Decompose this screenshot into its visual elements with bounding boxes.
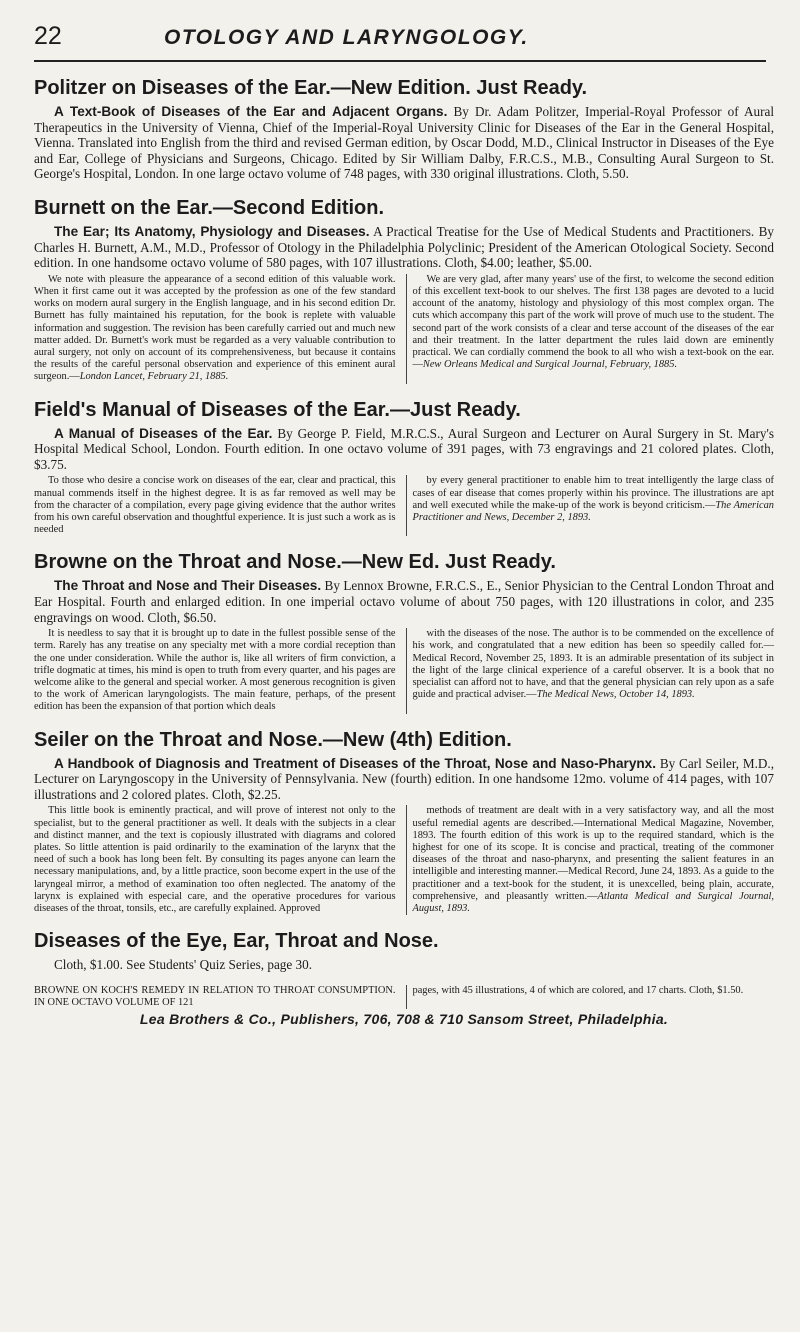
review-text: methods of treatment are dealt with in a very satisfactory way, and all the most useful remedial agents are described.—International Medical Magazine, November, 1893. The fourth edition of this work is up to the required standard, which is the highest for one of its scope. It is concise and practical, treating of the commoner diseases of the throat and naso-pharynx, and presenting the salient features in an intelligible and interesting manner.—Medical Record, June 24, 1893. As a guide to the practitioner and a text-book for the student, it is unexcelled, being plain, accurate, comprehensive, and pleasantly written.— (412, 805, 774, 902)
review-left (34, 274, 396, 384)
entry-title: Burnett on the Ear.—Second Edition. (34, 196, 385, 219)
reviews (34, 274, 774, 384)
entry-description (34, 426, 774, 473)
review-left (34, 805, 396, 915)
entry-title: Politzer on Diseases of the Ear.—New Edition. Just Ready. (34, 77, 588, 99)
review-source: New Orleans Medical and Surgical Journal, February, 1885. (422, 359, 678, 371)
footer-note-right: pages, with 45 illustrations, 4 of which are colored, and 17 charts. Cloth, $1.50. (406, 985, 775, 1009)
running-head (34, 22, 774, 58)
entry-field (34, 398, 774, 537)
review-source: London Lancet, February 21, 1885. (79, 371, 229, 383)
review-right (406, 475, 775, 536)
book-title: A Manual of Diseases of the Ear. (54, 425, 273, 441)
entry-title: Browne on the Throat and Nose.—New Ed. Just Ready. (34, 551, 556, 574)
entry-description (34, 104, 774, 182)
book-details: Cloth, $1.00. See Students' Quiz Series, page 30. (54, 957, 313, 973)
publisher-imprint: Lea Brothers & Co., Publishers, 706, 708 & 710 Sansom Street, Philadelphia. (139, 1011, 669, 1028)
review-right (406, 628, 775, 713)
review-right (406, 805, 775, 915)
footer-note-left: BROWNE ON KOCH'S REMEDY IN RELATION TO THROAT CONSUMPTION. IN ONE OCTAVO VOLUME OF 121 (34, 984, 396, 1008)
review-text: We are very glad, after many years' use of the first, to welcome the second edition of this excellent text-book to our shelves. The first 138 pages are devoted to a lucid account of the anatomy, histology and physiology of this most complex organ. The cuts which accompany this part of the work will prove of much use to the student. The second part of the work consists of a clear and terse account of the diseases of the ear and their treatment. In the latter department the rules laid down are eminently practical. We can cordially commend the book to all who wish a text-book on the ear.— (412, 273, 774, 371)
book-title: The Ear; Its Anatomy, Physiology and Diseases. (54, 223, 370, 239)
footer-note (34, 985, 774, 1009)
entry-seiler (34, 728, 774, 916)
book-details: By Lennox Browne, F.R.C.S., E., Senior Physician to the Central London Throat and Ear Hospital. Fourth and enlarged edition. In one imperial octavo volume of about 750 pages, with 120 illustrations in color, and 235 engravings on wood. Cloth, $6.50. (34, 578, 775, 625)
review-source: Atlanta Medical and Surgical Journal, August, 1893. (412, 890, 774, 914)
review-text: with the diseases of the nose. The author is to be commended on the excellence of his work, and congratulated that a new edition has been so speedily called for.—Medical Record, November 25, 1893. It is an admirable presentation of its subject in the light of the large clinical experience of a careful observer. It is a book that no specialist can afford not to have, and that the general physician can rely upon as a safe guide and practical adviser.— (412, 628, 774, 701)
entry-description (34, 224, 774, 271)
review-text: This little book is eminently practical, and will prove of interest not only to the specialist, but to the general practitioner as well. It deals with the subjects in a clear and distinct manner, and the text is copiously illustrated with diagrams and colored plates. So little attention is paid ordinarily to the examination of the larynx that the need of such a book has long been felt. By consulting its pages anyone can learn the necessary manipulations, and, by a little practice, soon become expert in the use of the laryngeal mirror, a method of examination too often neglected. The anatomy of the larynx is explained with especial care, and the operative procedures for various diseases of the throat, tonsils, etc., are carefully explained. Approved (34, 805, 396, 914)
entry-politzer (34, 76, 774, 182)
page-number: 22 (34, 22, 62, 50)
reviews (34, 805, 774, 915)
book-title: The Throat and Nose and Their Diseases. (54, 578, 322, 594)
review-text: by every general practitioner to enable him to treat intelligently the large class of cases of ear disease that comes properly within his province. The illustrations are apt and well executed while the make-up of the work is beyond criticism.— (412, 475, 774, 511)
book-title: A Text-Book of Diseases of the Ear and Adjacent Organs. (54, 104, 448, 119)
entry-description (34, 578, 774, 625)
entry-quiz-compend (34, 929, 774, 973)
entry-description (34, 756, 774, 803)
journal-title: OTOLOGY AND LARYNGOLOGY. (164, 26, 529, 49)
header-rule (34, 60, 766, 62)
book-details: By Carl Seiler, M.D., Lecturer on Laryngoscopy in the University of Pennsylvania. New (fourth) edition. In one handsome 12mo. volume of 414 pages, with 107 illustrations and 2 colored plates. Cloth, $2.25. (34, 755, 775, 802)
book-details: A Practical Treatise for the Use of Medical Students and Practitioners. By Charles H. Burnett, A.M., M.D., Professor of Otology in the Philadelphia Polyclinic; President of the American Otological Society. Second edition. In one handsome octavo volume of 580 pages, with 107 illustrations. Cloth, $4.00; leather, $5.00. (34, 223, 774, 271)
review-text: It is needless to say that it is brought up to date in the fullest possible sense of the term. Rarely has any treatise on any specialty met with a more cordial reception than the one under consideration. While the author is, like all writers of firm conviction, a trifle dogmatic at times, his mind is open to truth from every quarter, and his pages are welcome alike to the general and special worker. A most generous recognition is given to the work of American laryngologists. The main feature, perhaps, of the present edition has been the expansion of that portion which deals (34, 628, 396, 713)
entry-description (34, 957, 774, 973)
entry-burnett (34, 196, 774, 384)
review-text: We note with pleasure the appearance of a second edition of this valuable work. When it first came out it was accepted by the profession as one of the few standard works on modern aural surgery in the English language, and in his second edition Dr. Burnett has fully maintained his reputation, for the book is replete with valuable information and suggestion. The revision has been carefully carried out and much new matter added. Dr. Burnett's work must be regarded as a very valuable contribution to aural surgery, not only on account of its comprehensiveness, but because it contains the results of the careful personal observation and experience of this eminent aural surgeon.— (34, 273, 396, 383)
review-left (34, 628, 396, 713)
review-source: The Medical News, October 14, 1893. (536, 689, 695, 701)
book-details: By Dr. Adam Politzer, Imperial-Royal Professor of Aural Therapeutics in the University of Vienna, Chief of the Imperial-Royal University Clinic for Diseases of the Ear in the General Hospital, Vienna. Translated into English from the third and revised German edition, by Oscar Dodd, M.D., Clinical Instructor in Diseases of the Eye and Ear, College of Physicians and Surgeons, Chicago. Edited by Sir William Dalby, F.R.C.S., M.B., Consulting Aural Surgeon to St. George's Hospital, London. In one large octavo volume of 748 pages, with 330 original illustrations. Cloth, 5.50. (34, 104, 774, 182)
review-source: The American Practitioner and News, December 2, 1893. (412, 499, 774, 523)
entry-title: Seiler on the Throat and Nose.—New (4th) Edition. (34, 728, 512, 751)
entry-title: Diseases of the Eye, Ear, Throat and Nose. (34, 930, 439, 953)
review-right (406, 274, 775, 384)
reviews (34, 628, 774, 713)
entry-browne (34, 550, 774, 713)
entry-title: Field's Manual of Diseases of the Ear.—Just Ready. (34, 398, 521, 421)
review-text: To those who desire a concise work on diseases of the ear, clear and practical, this manual commends itself in the highest degree. It is as far removed as well may be from the character of a compilation, every page giving evidence that the author writes from his own careful observation and thoughtful experience. It is just such a work as is needed (34, 475, 396, 536)
book-title: A Handbook of Diagnosis and Treatment of Diseases of the Throat, Nose and Naso-Pharynx. (54, 755, 657, 771)
review-left (34, 475, 396, 536)
reviews (34, 475, 774, 536)
book-details: By George P. Field, M.R.C.S., Aural Surgeon and Lecturer on Aural Surgery in St. Mary's Hospital Medical School, London. Fourth edition. In one octavo volume of 391 pages, with 73 engravings and 21 colored plates. Cloth, $3.75. (34, 425, 774, 472)
